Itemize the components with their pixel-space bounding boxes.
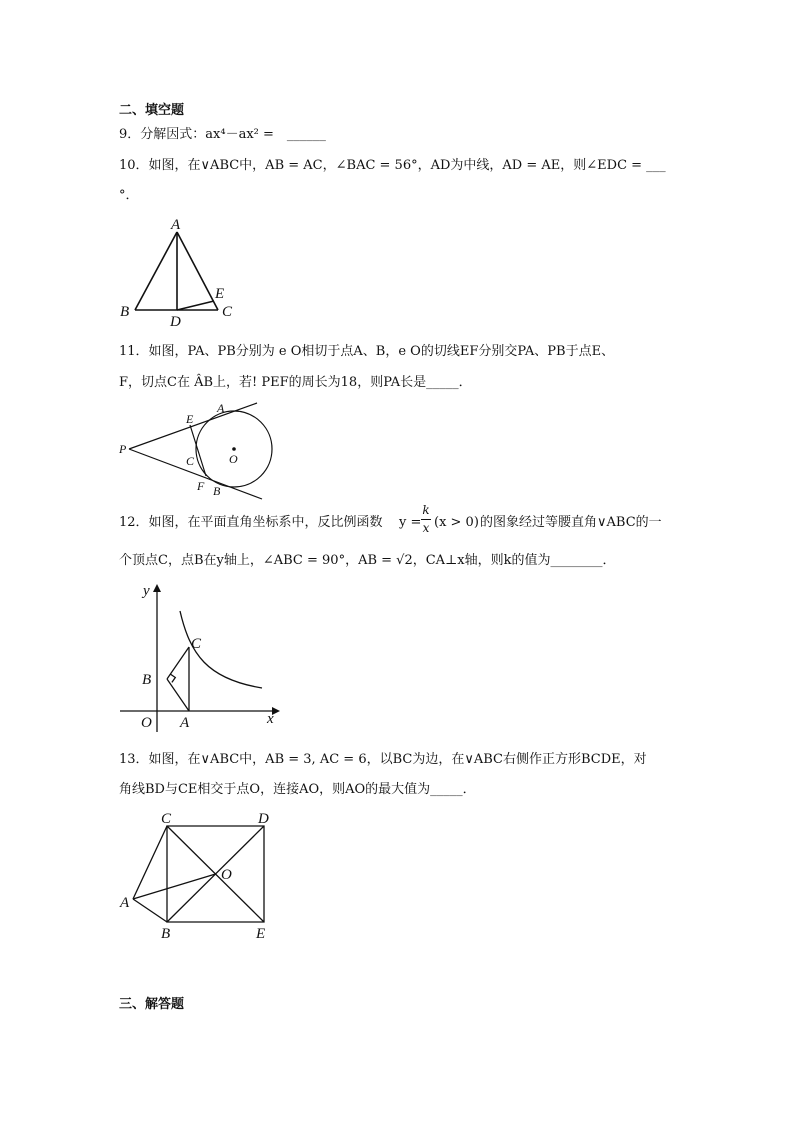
q13-label-a: A — [120, 895, 130, 911]
tangent-line-pb — [129, 449, 262, 499]
question-11-line-1: 11．如图，PA、PB分别为 e O相切于点A、B，e O的切线EF分别交PA、PB于点E、 — [119, 344, 615, 359]
q10-label-c: C — [222, 304, 233, 320]
center-point-o — [232, 447, 236, 451]
q12-fraction-bar — [421, 519, 431, 520]
question-13-line-1: 13．如图，在∨ABC中，AB = 3, AC = 6，以BC为边，在∨ABC右侧作正方形BCDE，对 — [119, 752, 647, 767]
q10-label-a: A — [171, 217, 181, 233]
q10-label-e: E — [215, 286, 225, 302]
tangent-line-pa — [129, 403, 257, 449]
question-10-line-1: 10．如图，在∨ABC中，AB = AC，∠BAC = 56°，AD为中线，AD = AE，则∠EDC = ___ — [119, 158, 666, 173]
q13-label-e: E — [256, 926, 266, 942]
q10-label-d: D — [170, 314, 181, 330]
question-11-line-2: F，切点C在 ÂB上，若! PEF的周长为18，则PA长是_____． — [119, 375, 472, 390]
q11-label-p: P — [119, 442, 127, 456]
q13-label-b: B — [161, 926, 171, 942]
q13-label-o: O — [221, 867, 232, 883]
q12-label-c: C — [191, 636, 202, 652]
question-12-line-2: 个顶点C，点B在y轴上，∠ABC = 90°，AB = √2，CA⊥x轴，则k的值为________． — [119, 553, 616, 568]
q12-formula-condition: (x > 0) — [434, 515, 479, 530]
segment-ab — [135, 232, 177, 310]
segment-ac — [133, 826, 167, 899]
q11-label-e: E — [186, 412, 194, 426]
question-12-line-1-end: 的图象经过等腰直角∨ABC的一 — [480, 515, 662, 530]
y-axis-arrow-icon — [153, 584, 161, 592]
question-9: 9．分解因式：ax⁴－ax² = ______ — [119, 127, 326, 142]
segment-ac — [177, 232, 218, 310]
tangent-line-ef — [190, 425, 206, 476]
q11-label-a: A — [217, 401, 225, 415]
right-angle-marker — [170, 674, 175, 682]
q12-formula-numerator: k — [422, 503, 430, 517]
q12-label-o: O — [141, 715, 152, 731]
section-2-heading: 二、填空题 — [119, 103, 185, 118]
question-12-line-1-start: 12．如图，在平面直角坐标系中，反比例函数 — [119, 515, 383, 530]
section-3-heading: 三、解答题 — [119, 997, 185, 1012]
q12-coordinate-figure — [112, 580, 287, 740]
q11-label-o: O — [229, 452, 238, 466]
q12-label-b: B — [142, 672, 152, 688]
q10-triangle-figure — [112, 212, 242, 330]
segment-ab — [133, 899, 167, 922]
question-13-line-2: 角线BD与CE相交于点O，连接AO，则AO的最大值为_____． — [119, 782, 476, 797]
q13-square-figure — [112, 806, 282, 946]
q11-label-c: C — [186, 454, 195, 468]
q11-tangent-circle-figure — [112, 398, 272, 502]
q11-label-f: F — [197, 479, 205, 493]
q12-label-a: A — [180, 715, 190, 731]
q13-label-c: C — [161, 811, 172, 827]
q13-label-d: D — [258, 811, 269, 827]
q12-formula-denominator: x — [422, 521, 430, 535]
question-10-line-2: °． — [119, 188, 139, 203]
segment-ba — [167, 679, 189, 711]
q12-label-x: x — [267, 711, 274, 727]
q10-label-b: B — [120, 304, 130, 320]
q11-label-b: B — [213, 484, 221, 498]
q12-label-y: y — [143, 583, 150, 599]
segment-bc — [167, 647, 189, 679]
segment-de — [177, 301, 214, 310]
q12-formula-y: y = — [399, 515, 422, 530]
